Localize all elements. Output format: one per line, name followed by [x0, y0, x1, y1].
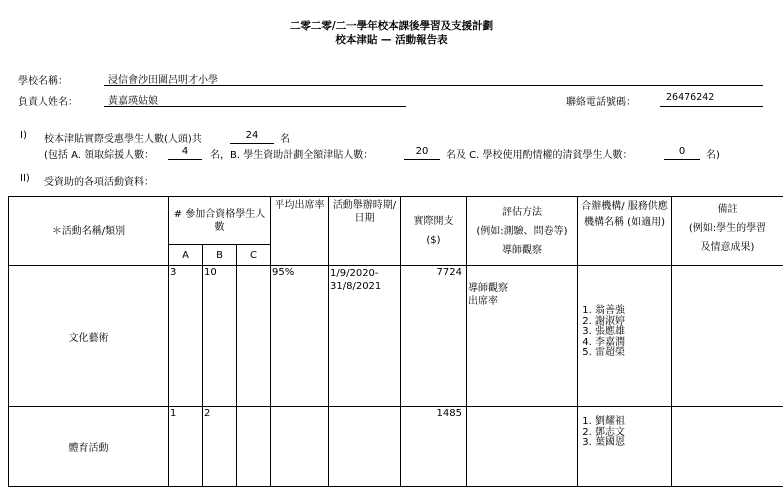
- school-name-field: [104, 71, 763, 86]
- header-cost: [401, 197, 467, 266]
- header-evaluation-line3: 導師觀察: [467, 241, 577, 260]
- a-count: 4: [168, 146, 202, 160]
- section1-line1-suffix: 名: [280, 130, 290, 145]
- activity-period: [329, 407, 401, 487]
- header-evaluation-line2: (例如:測驗、問卷等): [467, 222, 577, 241]
- header-cost-line1: 實際開支: [401, 212, 466, 231]
- total-count: 24: [230, 130, 274, 144]
- phone-value: 26476242: [660, 92, 714, 103]
- report-title: 二零二零/二一學年校本課後學習及支援計劃: [0, 18, 783, 33]
- list-item: 1. 翁善強: [595, 306, 670, 317]
- header-remarks-line1: 備註: [672, 200, 783, 219]
- section1-line2-suffix: 名): [706, 146, 720, 161]
- table-row: [9, 407, 783, 487]
- actual-cost: 1485: [401, 407, 467, 487]
- actual-cost: 7724: [401, 266, 467, 407]
- phone-label: 聯絡電話號碼：: [566, 93, 636, 108]
- attendance-rate: [271, 407, 329, 487]
- list-item: 2. 鄧志文: [595, 428, 670, 439]
- school-name-value: 浸信會沙田圍呂明才小學: [104, 75, 218, 86]
- header-col-b: B: [203, 245, 237, 266]
- person-label: 負責人姓名：: [18, 93, 78, 108]
- header-remarks-line3: 及情意成果): [672, 238, 783, 257]
- person-value: 黃嘉瑛姑娘: [104, 96, 158, 107]
- remarks: [672, 266, 783, 407]
- attendance-rate: 95%: [271, 266, 329, 407]
- provider-list: [578, 407, 672, 487]
- header-provider: [578, 197, 672, 266]
- c-count: 0: [664, 146, 700, 160]
- phone-field: [660, 92, 763, 107]
- section2-title: 受資助的各項活動資料：: [44, 173, 154, 188]
- activity-name: 文化藝術: [9, 266, 169, 407]
- header-remarks-line2: (例如:學生的學習: [672, 219, 783, 238]
- count-a: 3: [169, 266, 203, 407]
- count-a: 1: [169, 407, 203, 487]
- table-row: [9, 266, 783, 407]
- section1-line2-text-a: (包括 A. 領取綜援人數：: [44, 146, 154, 161]
- evaluation-method: [467, 407, 578, 487]
- list-item: 3. 葉國恩: [595, 438, 670, 449]
- count-c: [237, 407, 271, 487]
- header-period: 活動舉辦時期/日期: [329, 197, 401, 266]
- b-count: 20: [404, 146, 440, 160]
- remarks: [672, 407, 783, 487]
- count-b: 10: [203, 266, 237, 407]
- list-item: 3. 張應雄: [595, 327, 670, 338]
- provider-list: [578, 266, 672, 407]
- section1-line2-text-c: 名及 C. 學校使用酌情權的清貧學生人數：: [446, 146, 633, 161]
- header-participants: # 參加合資格學生人數: [169, 197, 271, 245]
- header-activity: ＊活動名稱/類別: [9, 197, 169, 266]
- header-cost-line2: ($): [401, 231, 466, 250]
- count-b: 2: [203, 407, 237, 487]
- header-col-c: C: [237, 245, 271, 266]
- section1-line1-text: 校本津貼實際受惠學生人數(人頭)共: [44, 130, 202, 145]
- list-item: 5. 雷超榮: [595, 348, 670, 359]
- list-item: 2. 謝淑婷: [595, 317, 670, 328]
- header-attendance: 平均出席率: [271, 197, 329, 266]
- count-c: [237, 266, 271, 407]
- school-name-label: 學校名稱：: [18, 72, 68, 87]
- header-remarks: [672, 197, 783, 266]
- activity-period: 1/9/2020-31/8/2021: [329, 266, 401, 407]
- list-item: 4. 李嘉潤: [595, 338, 670, 349]
- header-provider-line1: 合辦機構/ 服務供應: [578, 200, 671, 213]
- header-col-a: A: [169, 245, 203, 266]
- section1-line2-text-b: 名，B. 學生資助計劃全額津貼人數：: [210, 146, 373, 161]
- activity-table: [8, 196, 783, 487]
- activity-name: 體育活動: [9, 407, 169, 487]
- header-evaluation: [467, 197, 578, 266]
- section1-number: I): [20, 130, 27, 141]
- header-provider-line2: 機構名稱 (如適用): [578, 213, 671, 232]
- evaluation-line2: 出席率: [468, 295, 576, 308]
- evaluation-method: [467, 266, 578, 407]
- section2-number: II): [20, 173, 30, 184]
- evaluation-line1: 導師觀察: [468, 282, 576, 295]
- header-evaluation-line1: 評估方法: [467, 203, 577, 222]
- person-field: [104, 92, 406, 107]
- report-subtitle: 校本津貼 — 活動報告表: [0, 32, 783, 47]
- list-item: 1. 劉耀祖: [595, 417, 670, 428]
